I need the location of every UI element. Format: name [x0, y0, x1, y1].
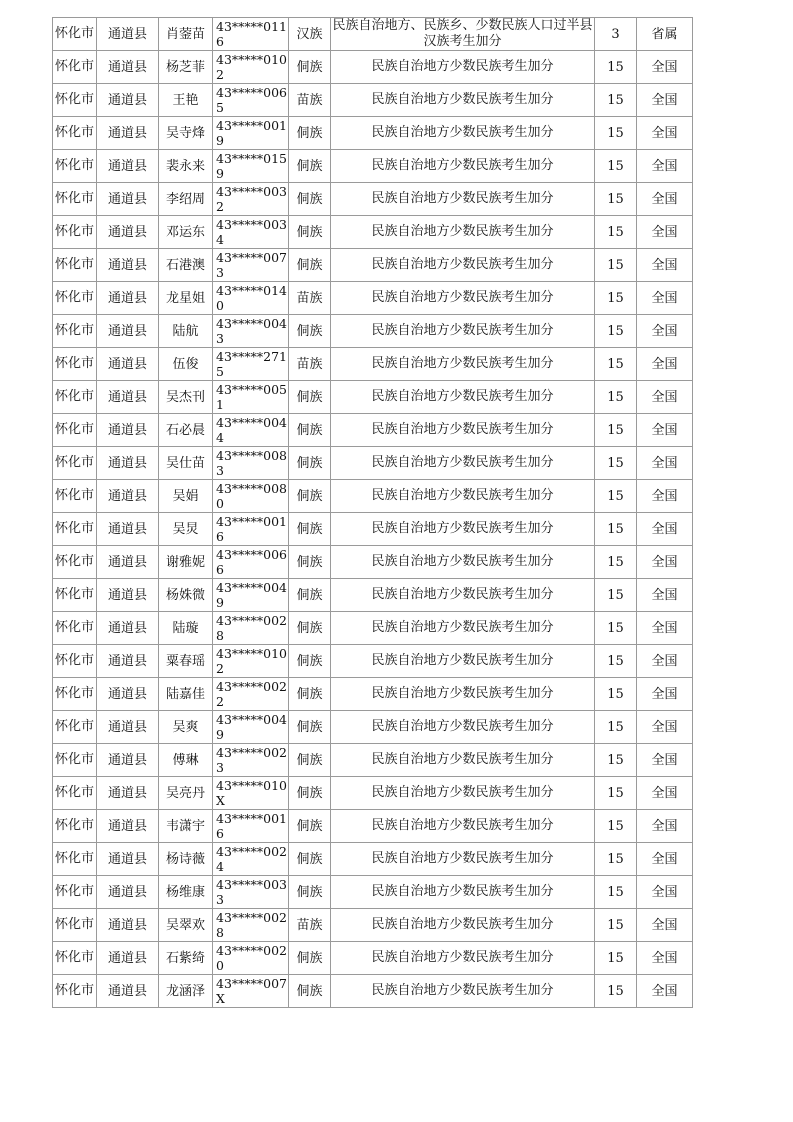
- county-cell: 通道县: [97, 678, 159, 711]
- county-cell: 通道县: [97, 216, 159, 249]
- county-cell: 通道县: [97, 612, 159, 645]
- city-cell: 怀化市: [53, 579, 97, 612]
- bonus-reason-cell: 民族自治地方少数民族考生加分: [331, 975, 595, 1008]
- bonus-scope-cell: 全国: [637, 381, 693, 414]
- bonus-reason-cell: 民族自治地方少数民族考生加分: [331, 447, 595, 480]
- city-cell: 怀化市: [53, 744, 97, 777]
- student-name-cell: 石港澳: [159, 249, 213, 282]
- id-number-cell: 43*****0140: [213, 282, 289, 315]
- table-row: [53, 51, 693, 84]
- bonus-points-cell: 15: [595, 711, 637, 744]
- table-row: [53, 381, 693, 414]
- table-row: [53, 678, 693, 711]
- city-cell: 怀化市: [53, 480, 97, 513]
- bonus-reason-cell: 民族自治地方少数民族考生加分: [331, 942, 595, 975]
- city-cell: 怀化市: [53, 546, 97, 579]
- county-cell: 通道县: [97, 249, 159, 282]
- id-number-cell: 43*****0083: [213, 447, 289, 480]
- table-row: [53, 282, 693, 315]
- bonus-reason-cell: 民族自治地方少数民族考生加分: [331, 315, 595, 348]
- county-cell: 通道县: [97, 777, 159, 810]
- bonus-reason-cell: 民族自治地方少数民族考生加分: [331, 612, 595, 645]
- table-row: [53, 216, 693, 249]
- county-cell: 通道县: [97, 183, 159, 216]
- bonus-reason-cell: 民族自治地方少数民族考生加分: [331, 843, 595, 876]
- table-row: [53, 150, 693, 183]
- ethnicity-cell: 侗族: [289, 513, 331, 546]
- bonus-points-cell: 15: [595, 975, 637, 1008]
- bonus-scope-cell: 全国: [637, 612, 693, 645]
- bonus-reason-cell: 民族自治地方少数民族考生加分: [331, 84, 595, 117]
- ethnicity-cell: 侗族: [289, 810, 331, 843]
- table-row: [53, 117, 693, 150]
- county-cell: 通道县: [97, 447, 159, 480]
- city-cell: 怀化市: [53, 876, 97, 909]
- table-row: [53, 777, 693, 810]
- bonus-reason-cell: 民族自治地方少数民族考生加分: [331, 150, 595, 183]
- table-row: [53, 843, 693, 876]
- id-number-cell: 43*****0016: [213, 513, 289, 546]
- table-row: [53, 84, 693, 117]
- bonus-points-cell: 15: [595, 645, 637, 678]
- student-name-cell: 陆嘉佳: [159, 678, 213, 711]
- bonus-reason-cell: 民族自治地方少数民族考生加分: [331, 810, 595, 843]
- id-number-cell: 43*****0028: [213, 909, 289, 942]
- bonus-points-cell: 15: [595, 249, 637, 282]
- bonus-points-cell: 15: [595, 480, 637, 513]
- id-number-cell: 43*****0049: [213, 711, 289, 744]
- ethnicity-cell: 侗族: [289, 51, 331, 84]
- ethnicity-cell: 侗族: [289, 975, 331, 1008]
- bonus-scope-cell: 全国: [637, 546, 693, 579]
- bonus-reason-cell: 民族自治地方、民族乡、少数民族人口过半县汉族考生加分: [332, 18, 593, 49]
- ethnicity-cell: 侗族: [289, 579, 331, 612]
- bonus-scope-cell: 全国: [637, 480, 693, 513]
- city-cell: 怀化市: [53, 216, 97, 249]
- student-name-cell: 邓运东: [159, 216, 213, 249]
- bonus-scope-cell: 全国: [637, 909, 693, 942]
- id-number-cell: 43*****0022: [213, 678, 289, 711]
- city-cell: 怀化市: [53, 18, 97, 51]
- county-cell: 通道县: [97, 150, 159, 183]
- bonus-scope-cell: 全国: [637, 744, 693, 777]
- table-row: [53, 810, 693, 843]
- city-cell: 怀化市: [53, 942, 97, 975]
- ethnicity-cell: 侗族: [289, 546, 331, 579]
- table-row: [53, 348, 693, 381]
- student-name-cell: 韦潇宇: [159, 810, 213, 843]
- city-cell: 怀化市: [53, 315, 97, 348]
- bonus-scope-cell: 全国: [637, 84, 693, 117]
- city-cell: 怀化市: [53, 150, 97, 183]
- bonus-reason-cell: 民族自治地方少数民族考生加分: [331, 183, 595, 216]
- student-name-cell: 石紫绮: [159, 942, 213, 975]
- bonus-scope-cell: 全国: [637, 810, 693, 843]
- bonus-points-cell: 15: [595, 579, 637, 612]
- id-number-cell: 43*****2715: [213, 348, 289, 381]
- bonus-points-cell: 15: [595, 612, 637, 645]
- table-row: [53, 711, 693, 744]
- bonus-scope-cell: 全国: [637, 282, 693, 315]
- bonus-scope-cell: 全国: [637, 942, 693, 975]
- county-cell: 通道县: [97, 117, 159, 150]
- ethnicity-cell: 苗族: [289, 909, 331, 942]
- bonus-reason-cell: 民族自治地方少数民族考生加分: [331, 513, 595, 546]
- id-number-cell: 43*****0065: [213, 84, 289, 117]
- county-cell: 通道县: [97, 546, 159, 579]
- bonus-points-cell: 15: [595, 744, 637, 777]
- id-number-cell: 43*****0028: [213, 612, 289, 645]
- student-name-cell: 伍俊: [159, 348, 213, 381]
- student-name-cell: 吴翠欢: [159, 909, 213, 942]
- table-row: [53, 645, 693, 678]
- county-cell: 通道县: [97, 876, 159, 909]
- ethnicity-cell: 侗族: [289, 150, 331, 183]
- id-number-cell: 43*****0043: [213, 315, 289, 348]
- bonus-reason-cell: 民族自治地方少数民族考生加分: [331, 381, 595, 414]
- id-number-cell: 43*****0023: [213, 744, 289, 777]
- bonus-reason-cell: 民族自治地方少数民族考生加分: [331, 909, 595, 942]
- bonus-points-cell: 3: [595, 18, 637, 51]
- bonus-points-cell: 15: [595, 546, 637, 579]
- bonus-points-cell: 15: [595, 348, 637, 381]
- city-cell: 怀化市: [53, 447, 97, 480]
- bonus-reason-cell: 民族自治地方少数民族考生加分: [331, 777, 595, 810]
- student-name-cell: 杨诗薇: [159, 843, 213, 876]
- student-name-cell: 吴杰刊: [159, 381, 213, 414]
- county-cell: 通道县: [97, 51, 159, 84]
- county-cell: 通道县: [97, 315, 159, 348]
- table-row: [53, 612, 693, 645]
- student-name-cell: 吴爽: [159, 711, 213, 744]
- bonus-points-cell: 15: [595, 51, 637, 84]
- student-name-cell: 龙星姐: [159, 282, 213, 315]
- city-cell: 怀化市: [53, 249, 97, 282]
- bonus-scope-cell: 全国: [637, 678, 693, 711]
- ethnicity-cell: 侗族: [289, 876, 331, 909]
- id-number-cell: 43*****007X: [213, 975, 289, 1008]
- table-row: [53, 480, 693, 513]
- bonus-points-cell: 15: [595, 447, 637, 480]
- bonus-scope-cell: 全国: [637, 315, 693, 348]
- bonus-scope-cell: 全国: [637, 183, 693, 216]
- bonus-scope-cell: 全国: [637, 876, 693, 909]
- ethnicity-cell: 侗族: [289, 711, 331, 744]
- student-name-cell: 吴炅: [159, 513, 213, 546]
- bonus-scope-cell: 全国: [637, 645, 693, 678]
- table-row: [53, 183, 693, 216]
- bonus-reason-cell: 民族自治地方少数民族考生加分: [331, 579, 595, 612]
- ethnicity-cell: 侗族: [289, 612, 331, 645]
- ethnicity-cell: 侗族: [289, 249, 331, 282]
- county-cell: 通道县: [97, 348, 159, 381]
- city-cell: 怀化市: [53, 975, 97, 1008]
- table-body: [53, 18, 693, 1008]
- bonus-points-cell: 15: [595, 414, 637, 447]
- county-cell: 通道县: [97, 645, 159, 678]
- bonus-points-cell: 15: [595, 315, 637, 348]
- city-cell: 怀化市: [53, 183, 97, 216]
- ethnicity-cell: 侗族: [289, 216, 331, 249]
- bonus-reason-cell: 民族自治地方少数民族考生加分: [331, 645, 595, 678]
- county-cell: 通道县: [97, 513, 159, 546]
- student-name-cell: 肖蓥苗: [159, 18, 213, 51]
- city-cell: 怀化市: [53, 843, 97, 876]
- id-number-cell: 43*****010X: [213, 777, 289, 810]
- city-cell: 怀化市: [53, 909, 97, 942]
- bonus-reason-cell: 民族自治地方少数民族考生加分: [331, 876, 595, 909]
- bonus-reason-cell: 民族自治地方少数民族考生加分: [331, 480, 595, 513]
- table-row: [53, 447, 693, 480]
- bonus-scope-cell: 全国: [637, 843, 693, 876]
- ethnicity-cell: 侗族: [289, 744, 331, 777]
- city-cell: 怀化市: [53, 348, 97, 381]
- student-name-cell: 粟春瑶: [159, 645, 213, 678]
- bonus-scope-cell: 全国: [637, 348, 693, 381]
- county-cell: 通道县: [97, 711, 159, 744]
- county-cell: 通道县: [97, 381, 159, 414]
- bonus-reason-cell: 民族自治地方少数民族考生加分: [331, 414, 595, 447]
- bonus-reason-cell: 民族自治地方少数民族考生加分: [331, 249, 595, 282]
- table-row: [53, 546, 693, 579]
- county-cell: 通道县: [97, 480, 159, 513]
- bonus-points-cell: 15: [595, 282, 637, 315]
- city-cell: 怀化市: [53, 381, 97, 414]
- id-number-cell: 43*****0159: [213, 150, 289, 183]
- bonus-scope-cell: 全国: [637, 150, 693, 183]
- bonus-scope-cell: 全国: [637, 777, 693, 810]
- city-cell: 怀化市: [53, 51, 97, 84]
- table-row: [53, 975, 693, 1008]
- city-cell: 怀化市: [53, 711, 97, 744]
- county-cell: 通道县: [97, 414, 159, 447]
- bonus-points-cell: 15: [595, 183, 637, 216]
- bonus-points-cell: 15: [595, 381, 637, 414]
- county-cell: 通道县: [97, 942, 159, 975]
- bonus-scope-cell: 全国: [637, 414, 693, 447]
- bonus-reason-cell: 民族自治地方少数民族考生加分: [331, 216, 595, 249]
- bonus-scope-cell: 全国: [637, 579, 693, 612]
- id-number-cell: 43*****0066: [213, 546, 289, 579]
- bonus-reason-cell: 民族自治地方少数民族考生加分: [331, 711, 595, 744]
- student-name-cell: 杨芝菲: [159, 51, 213, 84]
- bonus-reason-cell: 民族自治地方少数民族考生加分: [331, 51, 595, 84]
- ethnicity-cell: 侗族: [289, 843, 331, 876]
- bonus-reason-cell: 民族自治地方少数民族考生加分: [331, 546, 595, 579]
- bonus-reason-cell: 民族自治地方少数民族考生加分: [331, 282, 595, 315]
- bonus-reason-cell: 民族自治地方少数民族考生加分: [331, 678, 595, 711]
- bonus-points-cell: 15: [595, 84, 637, 117]
- county-cell: 通道县: [97, 579, 159, 612]
- student-name-cell: 吴娟: [159, 480, 213, 513]
- id-number-cell: 43*****0016: [213, 810, 289, 843]
- id-number-cell: 43*****0024: [213, 843, 289, 876]
- bonus-points-cell: 15: [595, 777, 637, 810]
- id-number-cell: 43*****0044: [213, 414, 289, 447]
- county-cell: 通道县: [97, 909, 159, 942]
- student-name-cell: 吴寺烽: [159, 117, 213, 150]
- bonus-scope-cell: 省属: [637, 18, 693, 51]
- city-cell: 怀化市: [53, 612, 97, 645]
- bonus-scope-cell: 全国: [637, 51, 693, 84]
- ethnicity-cell: 侗族: [289, 777, 331, 810]
- ethnicity-cell: 汉族: [289, 18, 331, 51]
- bonus-points-cell: 15: [595, 843, 637, 876]
- id-number-cell: 43*****0080: [213, 480, 289, 513]
- ethnicity-cell: 苗族: [289, 348, 331, 381]
- bonus-scope-cell: 全国: [637, 513, 693, 546]
- student-name-cell: 石必晨: [159, 414, 213, 447]
- student-name-cell: 杨维康: [159, 876, 213, 909]
- student-name-cell: 吴仕苗: [159, 447, 213, 480]
- county-cell: 通道县: [97, 975, 159, 1008]
- id-number-cell: 43*****0033: [213, 876, 289, 909]
- ethnicity-cell: 侗族: [289, 480, 331, 513]
- county-cell: 通道县: [97, 810, 159, 843]
- bonus-points-cell: 15: [595, 678, 637, 711]
- city-cell: 怀化市: [53, 84, 97, 117]
- bonus-points-table: [52, 17, 693, 1008]
- ethnicity-cell: 侗族: [289, 942, 331, 975]
- city-cell: 怀化市: [53, 414, 97, 447]
- city-cell: 怀化市: [53, 645, 97, 678]
- bonus-scope-cell: 全国: [637, 249, 693, 282]
- student-name-cell: 王艳: [159, 84, 213, 117]
- id-number-cell: 43*****0102: [213, 645, 289, 678]
- county-cell: 通道县: [97, 744, 159, 777]
- bonus-scope-cell: 全国: [637, 117, 693, 150]
- bonus-points-cell: 15: [595, 117, 637, 150]
- id-number-cell: 43*****0073: [213, 249, 289, 282]
- ethnicity-cell: 侗族: [289, 678, 331, 711]
- ethnicity-cell: 侗族: [289, 381, 331, 414]
- bonus-points-cell: 15: [595, 150, 637, 183]
- table-row: [53, 513, 693, 546]
- id-number-cell: 43*****0032: [213, 183, 289, 216]
- bonus-reason-cell: 民族自治地方少数民族考生加分: [331, 117, 595, 150]
- id-number-cell: 43*****0020: [213, 942, 289, 975]
- id-number-cell: 43*****0116: [213, 18, 289, 51]
- ethnicity-cell: 侗族: [289, 183, 331, 216]
- student-name-cell: 傅琳: [159, 744, 213, 777]
- bonus-points-cell: 15: [595, 810, 637, 843]
- city-cell: 怀化市: [53, 777, 97, 810]
- bonus-scope-cell: 全国: [637, 975, 693, 1008]
- bonus-reason-cell: 民族自治地方少数民族考生加分: [331, 744, 595, 777]
- id-number-cell: 43*****0102: [213, 51, 289, 84]
- table-row: [53, 315, 693, 348]
- student-name-cell: 龙涵泽: [159, 975, 213, 1008]
- bonus-points-cell: 15: [595, 942, 637, 975]
- ethnicity-cell: 侗族: [289, 315, 331, 348]
- county-cell: 通道县: [97, 282, 159, 315]
- bonus-points-cell: 15: [595, 876, 637, 909]
- student-name-cell: 陆航: [159, 315, 213, 348]
- ethnicity-cell: 侗族: [289, 645, 331, 678]
- table-row: [53, 249, 693, 282]
- city-cell: 怀化市: [53, 117, 97, 150]
- city-cell: 怀化市: [53, 282, 97, 315]
- ethnicity-cell: 侗族: [289, 447, 331, 480]
- id-number-cell: 43*****0019: [213, 117, 289, 150]
- city-cell: 怀化市: [53, 678, 97, 711]
- student-name-cell: 裴永来: [159, 150, 213, 183]
- table-row: [53, 414, 693, 447]
- id-number-cell: 43*****0049: [213, 579, 289, 612]
- bonus-points-cell: 15: [595, 513, 637, 546]
- student-name-cell: 谢雅妮: [159, 546, 213, 579]
- table-row: [53, 942, 693, 975]
- bonus-scope-cell: 全国: [637, 447, 693, 480]
- bonus-scope-cell: 全国: [637, 216, 693, 249]
- id-number-cell: 43*****0034: [213, 216, 289, 249]
- bonus-scope-cell: 全国: [637, 711, 693, 744]
- table-row: [53, 909, 693, 942]
- student-name-cell: 杨姝微: [159, 579, 213, 612]
- ethnicity-cell: 侗族: [289, 414, 331, 447]
- county-cell: 通道县: [97, 843, 159, 876]
- city-cell: 怀化市: [53, 513, 97, 546]
- bonus-reason-cell: 民族自治地方少数民族考生加分: [331, 348, 595, 381]
- table-row: [53, 876, 693, 909]
- ethnicity-cell: 侗族: [289, 117, 331, 150]
- student-name-cell: 李绍周: [159, 183, 213, 216]
- bonus-points-cell: 15: [595, 216, 637, 249]
- ethnicity-cell: 苗族: [289, 84, 331, 117]
- city-cell: 怀化市: [53, 810, 97, 843]
- county-cell: 通道县: [97, 84, 159, 117]
- ethnicity-cell: 苗族: [289, 282, 331, 315]
- id-number-cell: 43*****0051: [213, 381, 289, 414]
- student-name-cell: 陆璇: [159, 612, 213, 645]
- county-cell: 通道县: [97, 18, 159, 51]
- student-name-cell: 吴亮丹: [159, 777, 213, 810]
- table-row: [53, 744, 693, 777]
- table-row: [53, 18, 693, 51]
- table-row: [53, 579, 693, 612]
- bonus-points-cell: 15: [595, 909, 637, 942]
